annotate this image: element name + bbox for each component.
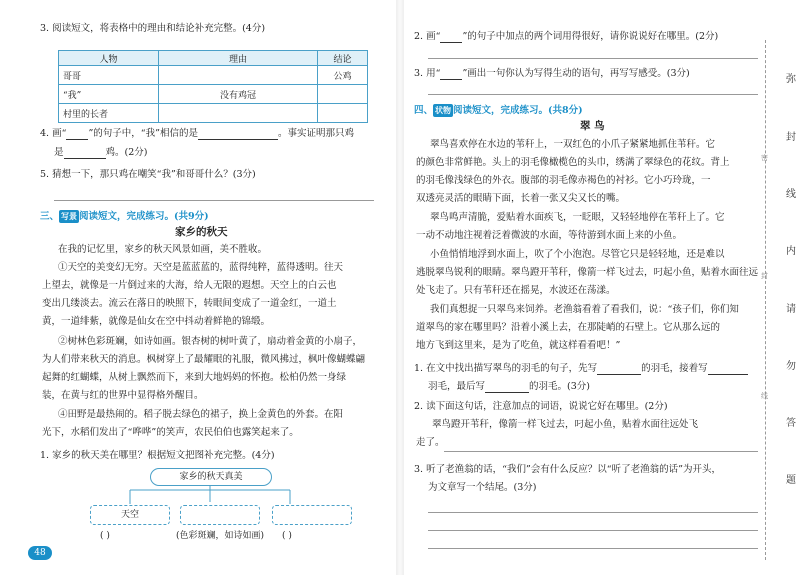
sidebar-small-char: 密 <box>761 154 768 162</box>
right-page <box>404 0 800 575</box>
question-5: 5. 猜想一下，那只鸡在嘲笑“我”和哥哥什么？(3分) <box>40 169 256 180</box>
book-spine <box>396 0 404 575</box>
diagram-box-sky: 天空 <box>90 505 170 525</box>
q4-part: 。事实证明那只鸡 <box>278 128 355 139</box>
sidebar-char: 弥 <box>786 74 796 85</box>
seal-dashed-line <box>765 40 766 560</box>
table-header: 结论 <box>317 51 367 66</box>
table-cell: 哥哥 <box>59 66 159 85</box>
answer-line[interactable] <box>428 94 758 95</box>
question-1-line2 <box>428 380 590 393</box>
q4-part: ”的句子中，“我”相信的是 <box>88 128 199 139</box>
section-4-heading <box>414 104 583 117</box>
paragraph: 翠鸟鸣声清脆，爱贴着水面疾飞，一眨眼，又轻轻地停在苇秆上了。它 <box>430 212 725 223</box>
genre-tag: 状物 <box>435 105 452 115</box>
sidebar-char: 题 <box>786 475 796 486</box>
paragraph: 上望去，就像是一片倒过来的大海，给人无限的遐想。天空上的白云也 <box>42 280 337 291</box>
q-part: 的羽毛。(3分) <box>529 381 590 392</box>
question-2 <box>414 30 718 43</box>
question-1 <box>414 362 748 375</box>
q-part: ”的句子中加点的两个词用得很好，请你说说好在哪里。(2分) <box>462 31 719 42</box>
answer-line[interactable] <box>428 548 758 549</box>
diagram-arrows <box>0 0 396 575</box>
sidebar-char: 答 <box>786 418 796 429</box>
seal-line-sidebar <box>762 0 800 575</box>
answer-blank[interactable] <box>708 374 748 375</box>
paragraph: 双透亮灵活的眼睛下面，长着一张又尖又长的嘴。 <box>416 193 626 204</box>
question-1: 1. 家乡的秋天美在哪里？根据短文把图补充完整。(4分) <box>40 450 275 461</box>
answer-line[interactable] <box>428 58 758 59</box>
sidebar-char: 勿 <box>786 361 796 372</box>
paragraph: 的羽毛像浅绿色的外衣。腹部的羽毛像赤褐色的衬衫。它小巧玲珑，一 <box>416 175 711 186</box>
question-2-words: 2. 读下面这句话，注意加点的词语，说说它好在哪里。(2分) <box>414 401 668 412</box>
table-cell: 公鸡 <box>317 66 367 85</box>
section-prefix: 三、 <box>40 211 60 222</box>
paragraph: 道翠鸟的家在哪里吗？沿着小溪上去，在那陡峭的石壁上。它从那么远的 <box>416 322 721 333</box>
table-header: 人物 <box>59 51 159 66</box>
sidebar-char: 内 <box>786 246 796 257</box>
q-part: 3. 用“ <box>414 68 441 79</box>
q4-part: 4. 画“ <box>40 128 67 139</box>
answer-line[interactable] <box>428 512 758 513</box>
question-3-ending: 3. 听了老渔翁的话，“我们”会有什么反应？以“听了老渔翁的话”为开头， <box>414 464 722 475</box>
sidebar-char: 封 <box>786 132 796 143</box>
paragraph: 处飞走了。只有苇秆还在摇晃，水波还在荡漾。 <box>416 285 616 296</box>
diagram-box-blank[interactable] <box>180 505 260 525</box>
paragraph: 为人们带来秋天的消息。枫树穿上了最耀眼的礼服，微风拂过，枫叶像蝴蝶翩 <box>42 354 366 365</box>
paragraph: 变出几缕淡去。流云在落日的映照下，转眼间变成了一道金红，一道土 <box>42 298 337 309</box>
diagram-top: 家乡的秋天真美 <box>150 468 272 486</box>
paragraph: 的颜色非常鲜艳。头上的羽毛像橄榄色的头巾，绣满了翠绿色的花纹。背上 <box>416 157 730 168</box>
paragraph: 逃脱翠鸟锐利的眼睛。翠鸟蹬开苇秆，像箭一样飞过去，叼起小鱼，贴着水面往远 <box>416 267 759 278</box>
paragraph: 地方飞到这里来，是为了吃鱼，就这样看看吧！” <box>416 340 621 351</box>
page-number: 48 <box>28 546 52 560</box>
answer-blank[interactable] <box>597 374 641 375</box>
quoted-sentence: 翠鸟蹬开苇秆，像箭一样飞过去，叼起小鱼，贴着水面往远处飞 <box>432 419 699 430</box>
diagram-paren: (色彩斑斓，如诗如画) <box>176 531 265 541</box>
table-cell: 没有鸡冠 <box>158 85 317 104</box>
paragraph: 装，在黄与红的世界中显得格外醒目。 <box>42 390 204 401</box>
paragraph: 起舞的红蝴蝶，从树上飘然而下，来到大地妈妈的怀抱。松柏仍然一身绿 <box>42 372 347 383</box>
table-cell: 村里的长者 <box>59 104 159 123</box>
section-title: 阅读短文，完成练习。(共9分) <box>79 211 209 222</box>
q4-part: 鸡。(2分) <box>105 147 148 158</box>
genre-tag: 写景 <box>61 211 78 221</box>
paragraph: ①天空的美变幻无穷。天空是蓝蓝蓝的，蓝得纯粹，蓝得透明。往天 <box>58 262 344 273</box>
sidebar-small-char: 封 <box>761 272 768 280</box>
quoted-sentence-end: 走了。 <box>416 437 445 448</box>
paragraph: 黄，一道绯紫，就像是仙女在空中抖动着鲜艳的锦缎。 <box>42 316 271 327</box>
essay-title: 家乡的秋天 <box>175 226 228 238</box>
q-part: 1. 在文中找出描写翠鸟的羽毛的句子，先写 <box>414 363 598 374</box>
question-3: 3. 阅读短文，将表格中的理由和结论补充完整。(4分) <box>40 23 266 34</box>
paragraph: 在我的记忆里，家乡的秋天风景如画，美不胜收。 <box>58 244 268 255</box>
answer-blank[interactable] <box>485 392 529 393</box>
section-prefix: 四、 <box>414 105 434 116</box>
left-page <box>0 0 396 575</box>
table-header: 理由 <box>158 51 317 66</box>
paragraph: ④田野是最热闹的。稻子脱去绿色的裙子，换上金黄色的外套。在阳 <box>58 409 344 420</box>
paragraph: ②树林色彩斑斓，如诗如画。银杏树的树叶黄了，扇动着金黄的小扇子， <box>58 336 363 347</box>
answer-line[interactable] <box>428 530 758 531</box>
section-title: 阅读短文，完成练习。(共8分) <box>453 105 583 116</box>
sidebar-char: 线 <box>786 189 796 200</box>
q-part: ”画出一句你认为写得生动的语句，再写写感受。(3分) <box>462 68 690 79</box>
question-3 <box>414 67 690 80</box>
table-cell: “我” <box>59 85 159 104</box>
diagram-paren[interactable]: ( ) <box>282 531 292 541</box>
sidebar-char: 请 <box>786 304 796 315</box>
essay-title: 翠 鸟 <box>580 120 605 132</box>
q-part: 的羽毛，接着写 <box>641 363 708 374</box>
paragraph: 小鱼悄悄地浮到水面上，吹了个小泡泡。尽管它只是轻轻地，还是难以 <box>430 249 725 260</box>
q4-part: 是 <box>54 147 64 158</box>
sidebar-small-char: 线 <box>761 392 768 400</box>
diagram-paren[interactable]: ( ) <box>100 531 110 541</box>
q-part: 2. 画“ <box>414 31 441 42</box>
paragraph: 翠鸟喜欢停在水边的苇秆上，一双红色的小爪子紧紧地抓住苇秆。它 <box>430 139 716 150</box>
paragraph: 一动不动地注视着泛着微波的水面，等待游到水面上来的小鱼。 <box>416 230 683 241</box>
paragraph: 我们真想捉一只翠鸟来饲养。老渔翁看着了看我们，说：“孩子们，你们知 <box>430 304 739 315</box>
paragraph: 光下，水稻们发出了“哗哗”的笑声，农民伯伯也露笑起来了。 <box>42 427 299 438</box>
question-3-ending-line2: 为文章写一个结尾。(3分) <box>428 482 537 493</box>
q-part: 羽毛，最后写 <box>428 381 486 392</box>
diagram-box-blank[interactable] <box>272 505 352 525</box>
answer-line[interactable] <box>444 451 758 452</box>
